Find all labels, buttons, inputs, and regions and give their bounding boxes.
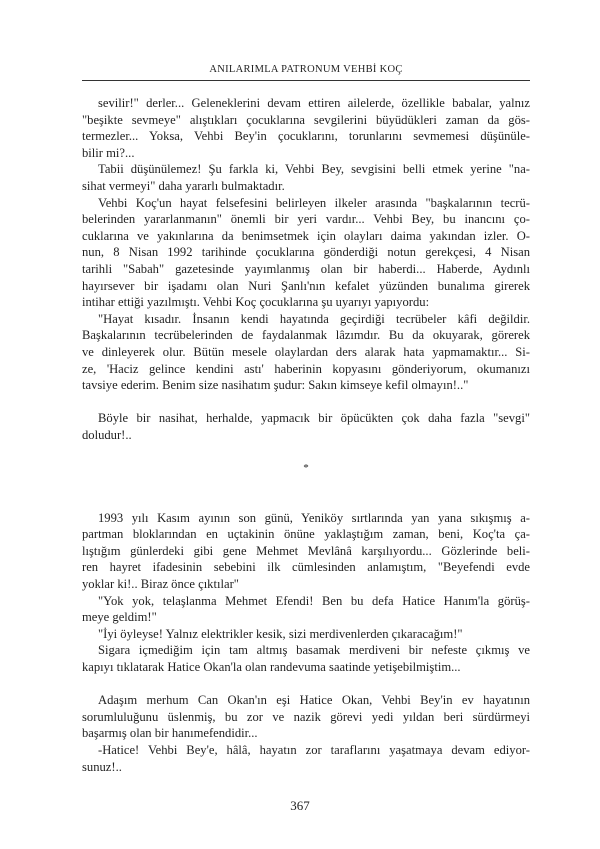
paragraph-gap bbox=[82, 443, 530, 460]
text-line: bilir mi?... bbox=[82, 145, 135, 160]
text-line: sevilir!" derler... Geleneklerini devam ettiren ailelerde, özellikle babalar, yalnız bbox=[98, 96, 530, 110]
text-line: meye geldim!" bbox=[82, 610, 157, 625]
paragraph bbox=[82, 593, 530, 626]
text-line: hayırsever bir işadamı olan Nuri Şanlı'nın kefalet yüzünden bunalıma girerek bbox=[82, 278, 530, 293]
text-line: doludur!.. bbox=[82, 427, 132, 442]
text-line: "İyi öyleyse! Yalnız elektrikler kesik, sizi merdivenlerden çıkaracağım!" bbox=[98, 626, 463, 641]
text-line: "beşikte sevmeye" alıştıkları çocuklarına sevgilerini büyüdükleri zaman da gös- bbox=[82, 112, 530, 127]
text-line: intihar ettiği yazılmıştı. Vehbi Koç çocuklarına şu uyarıyı yapıyordu: bbox=[82, 295, 430, 310]
text-line: belerinden yararlanmanın" önemli bir yeri vardır... Vehbi Bey, bu inancını ço- bbox=[82, 212, 530, 227]
section-break-asterisk: * bbox=[303, 462, 309, 475]
text-line: ze, 'Haciz gelince kendini astı' haberinin kopyasını gönderiyorum, okumanızı bbox=[82, 361, 530, 376]
text-line: Başkalarının tecrübelerinden de faydalanmak lâzımdır. Bu da okuyarak, görerek bbox=[82, 328, 530, 343]
text-line: sunuz!.. bbox=[82, 759, 122, 774]
paragraph bbox=[82, 642, 530, 675]
paragraph bbox=[82, 510, 530, 593]
paragraph bbox=[82, 195, 530, 311]
text-line: ve dinleyerek olur. Bütün mesele olaylardan ders alarak hata yapmamaktır... Si- bbox=[82, 344, 530, 359]
paragraph bbox=[82, 311, 530, 394]
text-line: "Yok yok, telaşlanma Mehmet Efendi! Ben bu defa Hatice Hanım'la görüş- bbox=[98, 593, 530, 608]
text-line: termezler... Yoksa, Vehbi Bey'in çocuklarını, torunlarını sevmemesi düşünüle- bbox=[82, 129, 530, 144]
text-line: ren hayret ifadesinin sebebini ilk cümlesinden anlamıştım, "Beyefendi evde bbox=[82, 560, 530, 575]
text-line: Tabii düşünülemez! Şu farkla ki, Vehbi Bey, sevgisini belli etmek yerine "na- bbox=[98, 162, 530, 177]
text-line: sorumluluğunu üslenmiş, bu zor ve nazik görevi yedi yıldan beri sürdürmeyi bbox=[82, 709, 530, 724]
text-line: "Hayat kısadır. İnsanın kendi hayatında geçirdiği tecrübeler kâfi değildir. bbox=[98, 311, 530, 326]
text-line: tavsiye ederim. Benim size nasihatım şudur: Sakın kimseye kefil olmayın!.." bbox=[82, 378, 469, 393]
paragraph bbox=[82, 626, 530, 643]
paragraph bbox=[82, 692, 530, 742]
text-line: cuklarına ve yakınlarına da benimsetmek için olayları daima yakından izler. O- bbox=[82, 228, 530, 243]
paragraph bbox=[82, 161, 530, 194]
running-head: ANILARIMLA PATRONUM VEHBİ KOÇ bbox=[209, 64, 403, 75]
page-number: 367 bbox=[290, 798, 310, 813]
text-line: Sigara içmediğim için tam altmış basamak merdiveni bir nefeste çıkmış ve bbox=[98, 643, 530, 658]
body-text bbox=[82, 95, 530, 775]
text-line: Böyle bir nasihat, herhalde, yapmacık bir öpücükten çok daha fazla "sevgi" bbox=[98, 411, 530, 426]
text-line: Adaşım merhum Can Okan'ın eşi Hatice Okan, Vehbi Bey'in ev hayatının bbox=[98, 693, 530, 708]
paragraph bbox=[82, 742, 530, 775]
text-line: lıştığım günlerdeki gibi gene Mehmet Mevlânâ karşılıyordu... Gözlerinde beli- bbox=[82, 543, 530, 558]
section-gap bbox=[82, 477, 530, 510]
text-line: Vehbi Koç'un hayat felsefesini belirleyen ilkeler arasında "başkalarının tecrü- bbox=[98, 195, 530, 210]
text-line: partman bloklarından en uçtakinin önüne yaklaştığım zaman, beni, Koç'ta ça- bbox=[82, 527, 530, 542]
text-line: tarihli "Sabah" gazetesinde yayımlanmış olan bir haberdi... Haberde, Aydınlı bbox=[82, 261, 530, 276]
paragraph-gap bbox=[82, 676, 530, 693]
text-line: nun, 8 Nisan 1992 tarihinde çocuklarına gönderdiği notun gerekçesi, 4 Nisan bbox=[82, 245, 530, 260]
text-line: başarmış olan bir hanımefendidir... bbox=[82, 726, 258, 741]
text-line: 1993 yılı Kasım ayının son günü, Yeniköy sırtlarında yan yana sıkışmış a- bbox=[98, 510, 530, 525]
paragraph-gap bbox=[82, 394, 530, 411]
text-line: -Hatice! Vehbi Bey'e, hâlâ, hayatın zor taraflarını yaşatmaya devam ediyor- bbox=[98, 742, 530, 757]
text-line: sihat vermeyi" daha yararlı bulmaktadır. bbox=[82, 178, 285, 193]
header-rule bbox=[82, 80, 530, 81]
paragraph bbox=[82, 410, 530, 443]
text-line: yoklar ki!.. Biraz önce çıktılar" bbox=[82, 577, 239, 592]
paragraph bbox=[82, 95, 530, 161]
text-line: kapıyı tıklatarak Hatice Okan'la olan randevuma saatinde yetişebilmiştim... bbox=[82, 660, 461, 674]
